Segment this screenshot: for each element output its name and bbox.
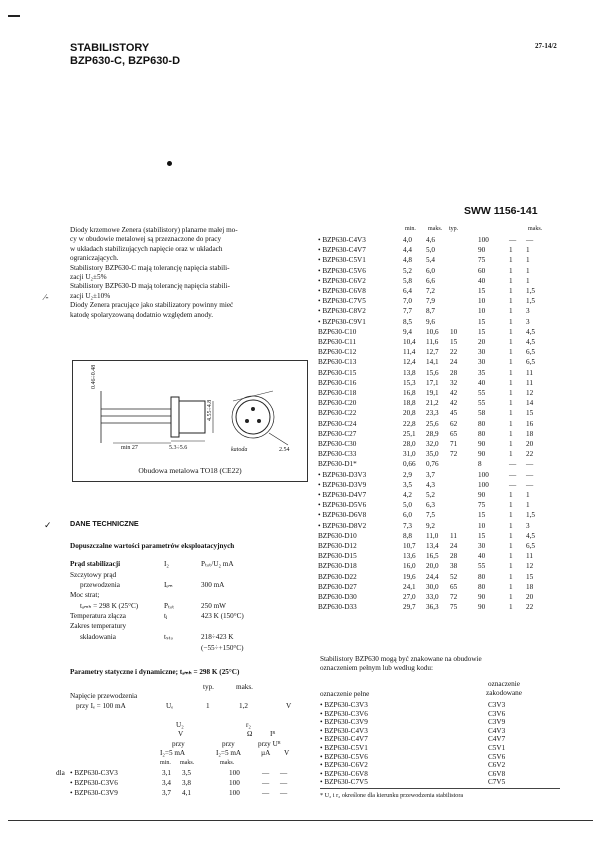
cell-rz: 90 — [478, 491, 486, 499]
dim-label: 2.54 — [279, 447, 290, 453]
cell-u: 3 — [526, 307, 530, 316]
marking-code: C4V3 — [488, 726, 506, 735]
cell-u: 6,5 — [526, 348, 535, 357]
cell-min: 27,0 — [403, 593, 416, 601]
cell-max: 23,3 — [426, 409, 439, 418]
cell-ir: 1 — [509, 562, 513, 571]
cell-rz: 58 — [478, 409, 486, 418]
cell-name: • BZP630-D8V2 — [318, 521, 367, 530]
cell-rz: 75 — [478, 501, 486, 510]
cell-u: 3 — [526, 317, 530, 326]
cell-max: 25,6 — [426, 419, 439, 428]
cell-u: 1 — [526, 276, 530, 285]
cell-u: 12 — [526, 389, 534, 397]
cell-rz: 90 — [478, 593, 486, 601]
cell-typ: 24 — [450, 542, 458, 550]
marking-full: • BZP630-C3V6 — [320, 709, 368, 718]
limits-table: Prąd stabilizacji I₂ Pₜₒₜ/U₂ mA Szczytowy prąd przewodzenia Iₑₘ 300 mA Moc strat; tₐₘₕ = 298 K (25°C) Pₜₒₜ 250 mW Temperatura złącza tⱼ 423 K (150°C) Zakres temperatury składowania tₛₜₒ 218÷423 K (−55÷+150°C) — [70, 560, 244, 652]
cell-name: BZP630-C10 — [318, 327, 357, 336]
cell-name: • BZP630-C6V2 — [318, 276, 366, 285]
cell-u: 20 — [526, 440, 534, 448]
cell-min: 19,6 — [403, 572, 416, 581]
cell-typ: 65 — [450, 429, 458, 438]
cell-u: — — [526, 460, 534, 469]
cell-min: 16,8 — [403, 389, 416, 397]
cell-u: 11 — [526, 552, 533, 561]
cell-name: BZP630-D33 — [318, 603, 357, 612]
cell-name: • BZP630-C5V1 — [318, 256, 366, 265]
margin-mark: ✓ — [44, 520, 52, 530]
cell-u: 1 — [526, 266, 530, 275]
marking-full: • BZP630-C6V8 — [320, 769, 368, 778]
cell-ir: — — [509, 460, 517, 469]
cell-ir: 1 — [509, 246, 513, 255]
marking-col-header-code: oznaczenie zakodowane — [486, 680, 522, 697]
dim-label: 5.3÷5.6 — [169, 445, 188, 451]
cell-min: 5,0 — [403, 501, 412, 510]
cell-name: • BZP630-C6V8 — [318, 287, 366, 295]
cell-min: 7,7 — [403, 307, 412, 316]
cell-u: 6,5 — [526, 358, 535, 367]
cell-min: 10,7 — [403, 542, 416, 550]
dim-label: 4.55÷4.8 — [207, 399, 213, 421]
cell-ir: — — [509, 236, 517, 244]
cell-min: 5,2 — [403, 266, 412, 275]
cell-ir: 1 — [509, 348, 513, 357]
cell-rz: 100 — [478, 470, 489, 479]
cell-ir: 1 — [509, 603, 513, 612]
cell-u: 1,5 — [526, 297, 535, 306]
cell-rz: 15 — [478, 317, 486, 326]
cell-min: 12,4 — [403, 358, 416, 367]
cell-u: 14 — [526, 399, 534, 408]
doc-code: 27-14/2 — [535, 42, 557, 50]
cell-u: 1,5 — [526, 511, 535, 520]
cell-min: 31,0 — [403, 450, 416, 459]
static-params-heading: Parametry statyczne i dynamiczne; tₐₘₕ = 298 K (25°C) — [70, 668, 240, 676]
cell-name: • BZP630-D5V6 — [318, 501, 367, 510]
marking-col-header-full: oznaczenie pełne — [320, 690, 370, 698]
bottom-rule — [8, 820, 593, 821]
cell-max: 28,9 — [426, 429, 439, 438]
cell-min: 13,6 — [403, 552, 416, 561]
cell-ir: 1 — [509, 276, 513, 285]
cell-min: 24,1 — [403, 582, 416, 591]
cell-typ: 65 — [450, 582, 458, 591]
cell-max: 30,0 — [426, 582, 439, 591]
cell-name: BZP630-D22 — [318, 572, 357, 581]
cell-name: • BZP630-D3V3 — [318, 470, 367, 479]
cell-max: 6,3 — [426, 501, 435, 510]
cell-min: 20,8 — [403, 409, 416, 418]
cell-name: BZP630-D10 — [318, 531, 357, 540]
cell-rz: 55 — [478, 562, 486, 571]
cell-min: 6,4 — [403, 287, 412, 295]
cell-min: 29,7 — [403, 603, 416, 612]
cell-max: 32,0 — [426, 440, 439, 448]
cell-name: BZP630-D1* — [318, 460, 357, 469]
cell-max: 14,1 — [426, 358, 439, 367]
marking-full: • BZP630-C6V2 — [320, 761, 368, 770]
cell-typ: 28 — [450, 552, 458, 561]
cell-max: 10,6 — [426, 327, 439, 336]
cell-ir: 1 — [509, 582, 513, 591]
cell-name: • BZP630-C8V2 — [318, 307, 366, 316]
margin-mark: ∕- — [44, 292, 49, 302]
marking-code: C5V6 — [488, 752, 506, 761]
cell-min: 18,8 — [403, 399, 416, 408]
package-figure — [72, 360, 308, 482]
cell-name: BZP630-D27 — [318, 582, 357, 591]
marking-full: • BZP630-C5V6 — [320, 752, 368, 761]
cell-ir: 1 — [509, 511, 513, 520]
dim-label: 0.46÷0.48 — [91, 364, 97, 389]
cell-max: 20,0 — [426, 562, 439, 571]
cell-name: BZP630-D12 — [318, 542, 357, 550]
limits-heading: Dopuszczalne wartości parametrów eksploatacyjnych — [70, 542, 235, 550]
cell-min: 4,0 — [403, 236, 412, 244]
cell-min: 4,2 — [403, 491, 412, 499]
top-left-rule — [8, 15, 20, 17]
cell-min: 0,66 — [403, 460, 416, 469]
cell-max: 9,6 — [426, 317, 435, 326]
marking-table — [320, 701, 550, 801]
cell-u: 22 — [526, 450, 534, 459]
marking-code: C3V9 — [488, 718, 506, 727]
cell-rz: 60 — [478, 266, 486, 275]
cell-max: 33,0 — [426, 593, 439, 601]
cell-min: 2,9 — [403, 470, 412, 479]
cell-max: 4,6 — [426, 236, 435, 244]
cell-max: 5,2 — [426, 491, 435, 499]
cell-min: 16,0 — [403, 562, 416, 571]
cell-max: 35,0 — [426, 450, 439, 459]
cell-name: BZP630-C22 — [318, 409, 357, 418]
cell-min: 7,0 — [403, 297, 412, 306]
cell-ir: 1 — [509, 572, 513, 581]
cell-u: 12 — [526, 562, 534, 571]
figure-caption: Obudowa metalowa TO18 (CE22) — [138, 466, 242, 475]
cell-max: 16,5 — [426, 552, 439, 561]
cell-rz: 20 — [478, 338, 486, 346]
cell-rz: 15 — [478, 511, 486, 520]
marking-code: C3V3 — [488, 701, 506, 709]
main-table-header: min. maks. typ. maks. — [405, 226, 543, 232]
cell-min: 22,8 — [403, 419, 416, 428]
cell-rz: 90 — [478, 440, 486, 448]
cell-name: • BZP630-D4V7 — [318, 491, 367, 499]
cell-u: 4,5 — [526, 338, 535, 346]
footnote: * U₂ i r₂ określone dla kierunku przewodzenia stabilistora — [320, 792, 464, 799]
static-params-table: typ. maks. Napięcie przewodzenia przy Iₑ = 100 mA Uₑ 1 1,2 V U₂ r₂ V Ω Iᴿ przy przy przy Uᴿ I₂=5 mA I₂=5 mA µA V min. maks. maks. dla • BZP630-C3V3 3,1 3,5 100 — — • BZP630-C3V6 3,4 3,8 100 — — • BZP630-C3V9 3,7 4,1 100 — — — [56, 683, 292, 797]
cell-name: • BZP630-D3V9 — [318, 480, 367, 489]
cell-ir: — — [509, 480, 517, 489]
marking-code: C5V1 — [488, 744, 506, 752]
cell-u: 6,5 — [526, 542, 535, 550]
cell-min: 9,4 — [403, 327, 412, 336]
cell-max: 15,6 — [426, 368, 439, 377]
cell-typ: 71 — [450, 440, 458, 448]
cell-u: 1 — [526, 246, 530, 255]
cell-max: 12,7 — [426, 348, 439, 357]
cell-rz: 90 — [478, 450, 486, 459]
cell-typ: 11 — [450, 531, 457, 540]
cell-ir: 1 — [509, 338, 513, 346]
cell-max: 5,0 — [426, 246, 435, 255]
cell-typ: 32 — [450, 378, 458, 387]
cell-rz: 35 — [478, 368, 486, 377]
cell-typ: 42 — [450, 399, 458, 408]
cell-name: BZP630-C12 — [318, 348, 357, 357]
cell-u: 11 — [526, 368, 533, 377]
to18-package-drawing — [73, 361, 307, 461]
cell-name: • BZP630-C4V3 — [318, 236, 366, 244]
cell-typ: 45 — [450, 409, 458, 418]
cell-rz: 55 — [478, 389, 486, 397]
cell-rz: 90 — [478, 603, 486, 612]
cell-ir: 1 — [509, 440, 513, 448]
cell-max: 7,9 — [426, 297, 435, 306]
cell-rz: 80 — [478, 582, 486, 591]
cell-rz: 40 — [478, 378, 486, 387]
cell-u: 15 — [526, 409, 534, 418]
cell-ir: 1 — [509, 327, 513, 336]
page-title: STABILISTORY BZP630-C, BZP630-D — [70, 42, 181, 67]
cell-name: BZP630-D15 — [318, 552, 357, 561]
cell-max: 13,4 — [426, 542, 439, 550]
cell-min: 28,0 — [403, 440, 416, 448]
cell-ir: 1 — [509, 552, 513, 561]
cell-typ: 72 — [450, 450, 458, 459]
cell-ir: 1 — [509, 419, 513, 428]
cell-typ: 22 — [450, 348, 458, 357]
cell-ir: 1 — [509, 266, 513, 275]
intro-text: Diody krzemowe Zenera (stabilistory) planarne małej mo- cy w obudowie metalowej są przeznaczone do pracy w układach stabilizujących napięcie oraz w układach ograniczających. Stabilistory BZP630-C mają tolerancję napięcia stabili- zacji U₂±5% Stabilistory BZP630-D mają tolerancję napięcia stabili- zacji U₂±10% Diody Zenera pracujące jako stabilizatory powinny mieć katodę spolaryzowaną dodatnio względem anody. — [70, 226, 238, 319]
dim-label: min 27 — [121, 445, 138, 451]
main-table — [318, 236, 558, 616]
cell-max: 11,0 — [426, 531, 439, 540]
cell-max: 6,6 — [426, 276, 435, 285]
marking-code: C7V5 — [488, 778, 506, 787]
cell-min: 8,5 — [403, 317, 412, 326]
cell-rz: 15 — [478, 531, 486, 540]
cell-max: 21,2 — [426, 399, 439, 408]
cell-max: 19,1 — [426, 389, 439, 397]
cell-name: BZP630-D18 — [318, 562, 357, 571]
bullet-dot — [167, 161, 172, 166]
cell-typ: 75 — [450, 603, 458, 612]
cell-min: 3,5 — [403, 480, 412, 489]
cell-ir: 1 — [509, 287, 513, 295]
cell-u: — — [526, 480, 534, 489]
marking-code: C4V7 — [488, 735, 506, 744]
cell-u: 4,5 — [526, 531, 535, 540]
cell-u: — — [526, 470, 534, 479]
cell-u: 20 — [526, 593, 534, 601]
cell-typ: 42 — [450, 389, 458, 397]
cell-min: 8,8 — [403, 531, 412, 540]
cell-min: 15,3 — [403, 378, 416, 387]
cell-ir: 1 — [509, 450, 513, 459]
cell-u: 1 — [526, 491, 530, 499]
cell-min: 7,3 — [403, 521, 412, 530]
cell-rz: 80 — [478, 419, 486, 428]
cell-ir: 1 — [509, 317, 513, 326]
cell-name: BZP630-D30 — [318, 593, 357, 601]
cell-name: BZP630-C18 — [318, 389, 357, 397]
cell-name: • BZP630-C7V5 — [318, 297, 366, 306]
cell-u: 22 — [526, 603, 534, 612]
cell-rz: 30 — [478, 542, 486, 550]
cell-typ: 38 — [450, 562, 458, 571]
cell-max: 4,3 — [426, 480, 435, 489]
cell-max: 11,6 — [426, 338, 439, 346]
cell-rz: 15 — [478, 327, 486, 336]
cell-rz: 75 — [478, 256, 486, 265]
cell-max: 24,4 — [426, 572, 439, 581]
cell-typ: 24 — [450, 358, 458, 367]
cell-ir: 1 — [509, 491, 513, 499]
cell-typ: 28 — [450, 368, 458, 377]
cell-ir: — — [509, 470, 517, 479]
cell-min: 25,1 — [403, 429, 416, 438]
cell-rz: 80 — [478, 572, 486, 581]
cell-name: • BZP630-C5V6 — [318, 266, 366, 275]
cell-rz: 10 — [478, 297, 486, 306]
cell-u: 1,5 — [526, 287, 535, 295]
cell-rz: 80 — [478, 429, 486, 438]
cell-max: 0,76 — [426, 460, 439, 469]
cell-ir: 1 — [509, 307, 513, 316]
cell-ir: 1 — [509, 531, 513, 540]
cell-rz: 30 — [478, 348, 486, 357]
cell-name: • BZP630-C9V1 — [318, 317, 366, 326]
cell-ir: 1 — [509, 399, 513, 408]
cell-u: 3 — [526, 521, 530, 530]
cell-u: 18 — [526, 429, 534, 438]
cell-ir: 1 — [509, 297, 513, 306]
cell-name: BZP630-C27 — [318, 429, 357, 438]
cell-max: 3,7 — [426, 470, 435, 479]
cell-max: 7,2 — [426, 287, 435, 295]
cell-u: 16 — [526, 419, 534, 428]
standard-number: SWW 1156-141 — [464, 205, 538, 217]
cell-rz: 30 — [478, 358, 486, 367]
cell-typ: 72 — [450, 593, 458, 601]
cell-typ: 10 — [450, 327, 458, 336]
cell-name: BZP630-C11 — [318, 338, 357, 346]
cell-ir: 1 — [509, 429, 513, 438]
cell-max: 7,5 — [426, 511, 435, 520]
cell-name: • BZP630-C4V7 — [318, 246, 366, 255]
cell-ir: 1 — [509, 389, 513, 397]
cell-rz: 100 — [478, 236, 489, 244]
cell-u: 11 — [526, 378, 533, 387]
cell-max: 17,1 — [426, 378, 439, 387]
cell-name: BZP630-C15 — [318, 368, 357, 377]
cell-u: 1 — [526, 256, 530, 265]
cell-ir: 1 — [509, 542, 513, 550]
cell-min: 6,0 — [403, 511, 412, 520]
cell-typ: 62 — [450, 419, 458, 428]
cell-rz: 40 — [478, 276, 486, 285]
cell-ir: 1 — [509, 256, 513, 265]
cell-rz: 10 — [478, 307, 486, 316]
cell-min: 11,4 — [403, 348, 416, 357]
cell-rz: 55 — [478, 399, 486, 408]
cell-rz: 90 — [478, 246, 486, 255]
cell-rz: 40 — [478, 552, 486, 561]
marking-full: • BZP630-C4V3 — [320, 726, 368, 735]
footnote-rule — [320, 788, 560, 789]
marking-code: C3V6 — [488, 709, 506, 718]
cell-max: 5,4 — [426, 256, 435, 265]
marking-full: • BZP630-C3V9 — [320, 718, 368, 727]
marking-full: • BZP630-C7V5 — [320, 778, 368, 787]
cell-u: — — [526, 236, 534, 244]
cell-min: 10,4 — [403, 338, 416, 346]
cell-name: BZP630-C13 — [318, 358, 357, 367]
tech-heading: DANE TECHNICZNE — [70, 519, 139, 528]
cell-rz: 8 — [478, 460, 482, 469]
cell-max: 6,0 — [426, 266, 435, 275]
cell-name: BZP630-C20 — [318, 399, 357, 408]
cell-rz: 10 — [478, 521, 486, 530]
cell-max: 9,2 — [426, 521, 435, 530]
cell-u: 1 — [526, 501, 530, 510]
cell-name: BZP630-C24 — [318, 419, 357, 428]
cell-name: BZP630-C30 — [318, 440, 357, 448]
marking-full: • BZP630-C4V7 — [320, 735, 368, 744]
cell-min: 13,8 — [403, 368, 416, 377]
cell-ir: 1 — [509, 409, 513, 418]
cell-typ: 52 — [450, 572, 458, 581]
marking-full: • BZP630-C3V3 — [320, 701, 368, 709]
cell-max: 8,7 — [426, 307, 435, 316]
cell-min: 4,8 — [403, 256, 412, 265]
marking-full: • BZP630-C5V1 — [320, 744, 368, 752]
marking-text: Stabilistory BZP630 mogą być znakowane na obudowie oznaczeniem pełnym lub według kodu: — [320, 655, 482, 673]
cell-ir: 1 — [509, 378, 513, 387]
cell-rz: 15 — [478, 287, 486, 295]
marking-code: C6V2 — [488, 761, 506, 770]
cell-ir: 1 — [509, 501, 513, 510]
cell-typ: 15 — [450, 338, 458, 346]
cell-name: BZP630-C16 — [318, 378, 357, 387]
cell-rz: 100 — [478, 480, 489, 489]
marking-code: C6V8 — [488, 769, 506, 778]
cell-min: 4,4 — [403, 246, 412, 255]
cell-ir: 1 — [509, 368, 513, 377]
cell-min: 5,8 — [403, 276, 412, 285]
dim-label: katoda — [231, 447, 248, 453]
cell-ir: 1 — [509, 358, 513, 367]
cell-ir: 1 — [509, 593, 513, 601]
cell-name: BZP630-C33 — [318, 450, 357, 459]
cell-u: 15 — [526, 572, 534, 581]
cell-max: 36,3 — [426, 603, 439, 612]
cell-ir: 1 — [509, 521, 513, 530]
cell-name: • BZP630-D6V8 — [318, 511, 367, 520]
cell-u: 4,5 — [526, 327, 535, 336]
cell-u: 18 — [526, 582, 534, 591]
